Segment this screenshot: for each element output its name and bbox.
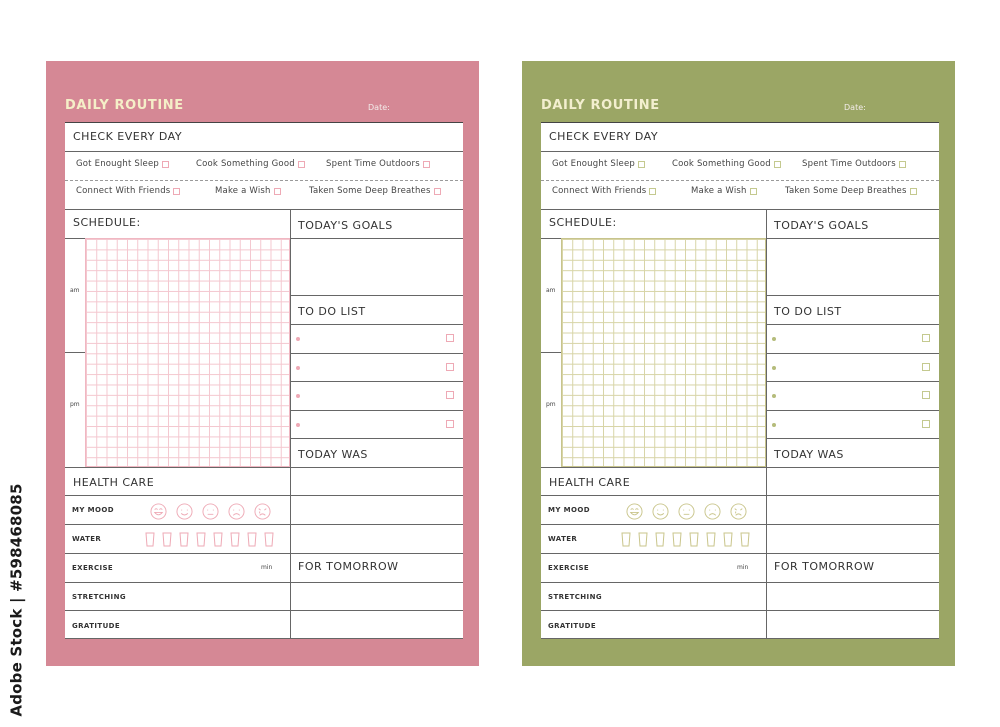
water-label: WATER bbox=[72, 535, 102, 543]
water-glass-icon[interactable] bbox=[179, 532, 189, 547]
water-glass-icon[interactable] bbox=[230, 532, 240, 547]
todo-bullet bbox=[772, 337, 776, 341]
today-was-title: TODAY WAS bbox=[774, 448, 844, 461]
for-tomorrow-title: FOR TOMORROW bbox=[774, 560, 875, 573]
planner-pink bbox=[46, 61, 479, 666]
crying-face-icon[interactable] bbox=[730, 503, 747, 520]
todo-checkbox[interactable] bbox=[446, 363, 454, 371]
todo-bullet bbox=[296, 394, 300, 398]
check-item-breathes[interactable]: Taken Some Deep Breathes bbox=[309, 186, 441, 196]
water-glass-icon[interactable] bbox=[672, 532, 682, 547]
to-do-list-title: TO DO LIST bbox=[774, 305, 842, 318]
schedule-grid[interactable] bbox=[85, 238, 290, 467]
todo-bullet bbox=[296, 337, 300, 341]
checkbox[interactable] bbox=[750, 188, 757, 195]
planner-sheet bbox=[541, 122, 939, 639]
check-item-sleep[interactable]: Got Enought Sleep bbox=[552, 159, 645, 169]
water-glass-icon[interactable] bbox=[247, 532, 257, 547]
watermark-text: Adobe Stock | #598468085 bbox=[8, 483, 26, 717]
check-item-outdoors[interactable]: Spent Time Outdoors bbox=[326, 159, 430, 169]
water-label: WATER bbox=[548, 535, 578, 543]
today-was-title: TODAY WAS bbox=[298, 448, 368, 461]
check-item-friends[interactable]: Connect With Friends bbox=[552, 186, 656, 196]
check-item-cook[interactable]: Cook Something Good bbox=[196, 159, 305, 169]
very-happy-face-icon[interactable] bbox=[150, 503, 167, 520]
todays-goals-title: TODAY'S GOALS bbox=[298, 219, 393, 232]
todo-checkbox[interactable] bbox=[446, 334, 454, 342]
very-happy-face-icon[interactable] bbox=[626, 503, 643, 520]
stretching-label: STRETCHING bbox=[548, 593, 602, 601]
todo-checkbox[interactable] bbox=[922, 420, 930, 428]
checkbox[interactable] bbox=[910, 188, 917, 195]
planner-sheet bbox=[65, 122, 463, 639]
todo-checkbox[interactable] bbox=[922, 363, 930, 371]
todo-checkbox[interactable] bbox=[446, 420, 454, 428]
check-item-wish[interactable]: Make a Wish bbox=[691, 186, 757, 196]
todo-bullet bbox=[772, 423, 776, 427]
gratitude-label: GRATITUDE bbox=[72, 622, 121, 630]
stretching-label: STRETCHING bbox=[72, 593, 126, 601]
water-glass-icon[interactable] bbox=[264, 532, 274, 547]
happy-face-icon[interactable] bbox=[176, 503, 193, 520]
checkbox[interactable] bbox=[274, 188, 281, 195]
neutral-face-icon[interactable] bbox=[678, 503, 695, 520]
water-glass-icon[interactable] bbox=[145, 532, 155, 547]
mood-faces[interactable] bbox=[150, 503, 271, 520]
todo-bullet bbox=[296, 423, 300, 427]
check-item-sleep[interactable]: Got Enought Sleep bbox=[76, 159, 169, 169]
exercise-unit: min bbox=[737, 564, 749, 571]
planner-title: DAILY ROUTINE bbox=[65, 98, 184, 113]
schedule-grid[interactable] bbox=[561, 238, 766, 467]
checkbox[interactable] bbox=[423, 161, 430, 168]
check-every-day-title: CHECK EVERY DAY bbox=[73, 130, 183, 143]
neutral-face-icon[interactable] bbox=[202, 503, 219, 520]
crying-face-icon[interactable] bbox=[254, 503, 271, 520]
sad-face-icon[interactable] bbox=[228, 503, 245, 520]
water-glass-icon[interactable] bbox=[638, 532, 648, 547]
water-glass-icon[interactable] bbox=[655, 532, 665, 547]
planner-title: DAILY ROUTINE bbox=[541, 98, 660, 113]
water-cups[interactable] bbox=[621, 532, 750, 547]
todays-goals-title: TODAY'S GOALS bbox=[774, 219, 869, 232]
exercise-unit: min bbox=[261, 564, 273, 571]
check-item-cook[interactable]: Cook Something Good bbox=[672, 159, 781, 169]
mood-faces[interactable] bbox=[626, 503, 747, 520]
todo-bullet bbox=[772, 394, 776, 398]
todo-bullet bbox=[772, 366, 776, 370]
checkbox[interactable] bbox=[899, 161, 906, 168]
for-tomorrow-title: FOR TOMORROW bbox=[298, 560, 399, 573]
mood-label: MY MOOD bbox=[72, 506, 114, 514]
schedule-title: SCHEDULE: bbox=[549, 216, 617, 229]
water-glass-icon[interactable] bbox=[689, 532, 699, 547]
water-glass-icon[interactable] bbox=[723, 532, 733, 547]
water-glass-icon[interactable] bbox=[706, 532, 716, 547]
check-item-outdoors[interactable]: Spent Time Outdoors bbox=[802, 159, 906, 169]
stock-watermark bbox=[6, 485, 28, 715]
water-glass-icon[interactable] bbox=[740, 532, 750, 547]
schedule-title: SCHEDULE: bbox=[73, 216, 141, 229]
planner-green bbox=[522, 61, 955, 666]
checkbox[interactable] bbox=[434, 188, 441, 195]
checkbox[interactable] bbox=[173, 188, 180, 195]
check-item-breathes[interactable]: Taken Some Deep Breathes bbox=[785, 186, 917, 196]
water-glass-icon[interactable] bbox=[196, 532, 206, 547]
checkbox[interactable] bbox=[162, 161, 169, 168]
checkbox[interactable] bbox=[774, 161, 781, 168]
health-care-title: HEALTH CARE bbox=[73, 476, 155, 489]
gratitude-label: GRATITUDE bbox=[548, 622, 597, 630]
am-label: am bbox=[546, 287, 556, 294]
check-item-friends[interactable]: Connect With Friends bbox=[76, 186, 180, 196]
water-cups[interactable] bbox=[145, 532, 274, 547]
water-glass-icon[interactable] bbox=[213, 532, 223, 547]
to-do-list-title: TO DO LIST bbox=[298, 305, 366, 318]
am-label: am bbox=[70, 287, 80, 294]
todo-checkbox[interactable] bbox=[922, 391, 930, 399]
todo-bullet bbox=[296, 366, 300, 370]
check-every-day-title: CHECK EVERY DAY bbox=[549, 130, 659, 143]
checkbox[interactable] bbox=[649, 188, 656, 195]
water-glass-icon[interactable] bbox=[162, 532, 172, 547]
date-label: Date: bbox=[844, 103, 866, 112]
happy-face-icon[interactable] bbox=[652, 503, 669, 520]
exercise-label: EXERCISE bbox=[72, 564, 114, 572]
water-glass-icon[interactable] bbox=[621, 532, 631, 547]
date-label: Date: bbox=[368, 103, 390, 112]
check-item-wish[interactable]: Make a Wish bbox=[215, 186, 281, 196]
exercise-label: EXERCISE bbox=[548, 564, 590, 572]
checkbox[interactable] bbox=[298, 161, 305, 168]
todo-checkbox[interactable] bbox=[446, 391, 454, 399]
health-care-title: HEALTH CARE bbox=[549, 476, 631, 489]
mood-label: MY MOOD bbox=[548, 506, 590, 514]
todo-checkbox[interactable] bbox=[922, 334, 930, 342]
pm-label: pm bbox=[546, 401, 556, 408]
checkbox[interactable] bbox=[638, 161, 645, 168]
pm-label: pm bbox=[70, 401, 80, 408]
sad-face-icon[interactable] bbox=[704, 503, 721, 520]
